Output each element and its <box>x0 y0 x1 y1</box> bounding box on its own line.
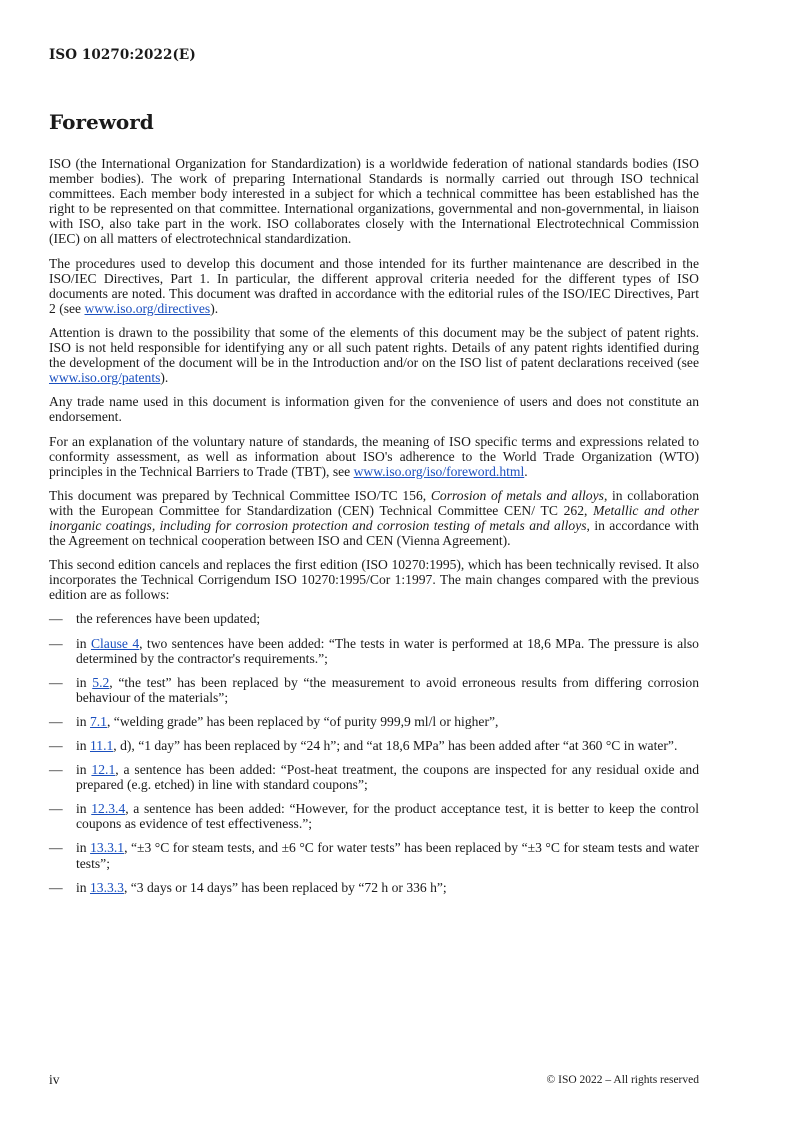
foreword-paragraph <box>49 434 699 479</box>
text-run: , “3 days or 14 days” has been replaced by “72 h or 336 h”; <box>123 879 447 895</box>
text-run: in <box>76 635 91 651</box>
text-run: , “±3 °C for steam tests, and ±6 °C for water tests” has been replaced by “±3 °C for steam tests and water tests”; <box>76 840 699 871</box>
change-list-item <box>49 611 699 626</box>
change-list-item <box>49 738 699 753</box>
foreword-paragraph <box>49 394 699 424</box>
document-identifier: ISO 10270:2022(E) <box>49 47 196 63</box>
changes-list <box>49 611 699 894</box>
list-dash: — <box>49 635 63 651</box>
text-run: ). <box>210 300 219 316</box>
reference-link[interactable]: www.iso.org/patents <box>49 370 161 386</box>
copyright-notice: © ISO 2022 – All rights reserved <box>546 1074 699 1086</box>
text-run: in <box>76 762 92 778</box>
change-list-item <box>49 762 699 792</box>
reference-link[interactable]: 13.3.1 <box>90 840 125 856</box>
list-dash: — <box>49 801 63 817</box>
reference-link[interactable]: 7.1 <box>89 713 107 729</box>
text-run: ISO (the International Organization for Standardization) is a worldwide federation of national standards bodies (ISO member bodies). The work of preparing International Standards is normally carried out through ISO technical committees. Each member body interested in a subject for which a technical committee has been established has the right to be represented on that committee. International organizations, governmental and non-governmental, in liaison with ISO, also take part in the work. ISO collaborates closely with the International Electrotechnical Commission (IEC) on all matters of electrotechnical standardization. <box>49 156 699 247</box>
list-dash: — <box>49 738 63 753</box>
reference-link[interactable]: 5.2 <box>92 674 110 690</box>
reference-link[interactable]: 13.3.3 <box>89 879 124 895</box>
text-run: For an explanation of the voluntary nature of standards, the meaning of ISO specific terms and expressions related to conformity assessment, as well as information about ISO's adherence to the World Trade Organization (WTO) principles in the Technical Barriers to Trade (TBT), see <box>49 433 699 479</box>
list-dash: — <box>49 840 63 856</box>
reference-link[interactable]: 12.1 <box>91 762 116 778</box>
text-run: , d), “1 day” has been replaced by “24 h”; and “at 18,6 MPa” has been added after “at 360 °C in water”. <box>113 738 678 753</box>
change-list-item <box>49 880 699 895</box>
text-run: , two sentences have been added: “The tests in water is performed at 18,6 MPa. The pressure is also determined by the contractor's requirements.”; <box>76 635 699 666</box>
text-run: the references have been updated; <box>76 611 261 627</box>
reference-link[interactable]: 12.3.4 <box>91 801 126 817</box>
foreword-body <box>49 156 699 904</box>
foreword-paragraph <box>49 256 699 316</box>
reference-link[interactable]: Clause 4 <box>90 635 140 651</box>
text-run: ). <box>160 370 169 386</box>
change-list-item <box>49 636 699 666</box>
reference-link[interactable]: 11.1 <box>89 738 114 753</box>
list-dash: — <box>49 762 63 778</box>
text-run: Attention is drawn to the possibility that some of the elements of this document may be the subject of patent rights. ISO is not held responsible for identifying any or all such patent rights. Details of any patent rights identified during the development of the document will be in the Introduction and/or on the ISO list of patent declarations received (see <box>49 324 699 371</box>
text-run: , “welding grade” has been replaced by “of purity 999,9 ml/l or higher”, <box>106 713 499 729</box>
change-list-item <box>49 675 699 705</box>
italic-title-text: Metallic and other inorganic coatings, including for corrosion protection and corrosion testing of metals and alloys <box>49 502 699 533</box>
section-heading-foreword: Foreword <box>49 110 154 134</box>
foreword-paragraph <box>49 325 699 385</box>
list-dash: — <box>49 879 63 895</box>
text-run: in <box>76 738 90 753</box>
text-run: , “the test” has been replaced by “the measurement to avoid erroneous results from differing corrosion behaviour of the materials”; <box>76 674 699 705</box>
text-run: in <box>76 879 90 895</box>
foreword-paragraph <box>49 557 699 602</box>
text-run: in <box>76 840 91 856</box>
text-run: in <box>76 713 90 729</box>
text-run: in <box>76 801 92 817</box>
text-run: , a sentence has been added: “However, for the product acceptance test, it is better to keep the control coupons as evidence of test effectiveness.”; <box>76 801 699 832</box>
list-dash: — <box>49 713 63 729</box>
foreword-paragraphs <box>49 156 699 602</box>
foreword-paragraph <box>49 156 699 247</box>
text-run: , a sentence has been added: “Post-heat treatment, the coupons are inspected for any residual oxide and prepared (e.g. etched) in line with standard coupons”; <box>76 762 699 793</box>
foreword-paragraph <box>49 488 699 548</box>
page-number: iv <box>49 1072 60 1087</box>
text-run: , in collaboration with the European Committee for Standardization (CEN) Technical Committee CEN/ TC 262, <box>49 487 699 518</box>
list-dash: — <box>49 611 63 627</box>
text-run: . <box>524 463 528 479</box>
list-dash: — <box>49 674 63 690</box>
text-run: in <box>76 674 93 690</box>
reference-link[interactable]: www.iso.org/directives <box>84 300 211 316</box>
text-run: This second edition cancels and replaces the first edition (ISO 10270:1995), which has been technically revised. It also incorporates the Technical Corrigendum ISO 10270:1995/Cor 1:1997. The main changes compared with the previous edition are as follows: <box>49 557 699 603</box>
text-run: This document was prepared by Technical Committee ISO/TC 156, <box>49 487 431 503</box>
text-run: , in accordance with the Agreement on technical cooperation between ISO and CEN (Vienna Agreement). <box>49 517 699 549</box>
change-list-item <box>49 714 699 729</box>
text-run: Any trade name used in this document is information given for the convenience of users and does not constitute an endorsement. <box>49 394 699 425</box>
change-list-item <box>49 840 699 870</box>
italic-title-text: Corrosion of metals and alloys <box>430 487 604 503</box>
text-run: The procedures used to develop this document and those intended for its further maintenance are described in the ISO/IEC Directives, Part 1. In particular, the different approval criteria needed for the different types of ISO documents are noted. This document was drafted in accordance with the editorial rules of the ISO/IEC Directives, Part 2 (see <box>49 255 699 316</box>
change-list-item <box>49 801 699 831</box>
reference-link[interactable]: www.iso.org/iso/foreword.html <box>353 463 525 479</box>
